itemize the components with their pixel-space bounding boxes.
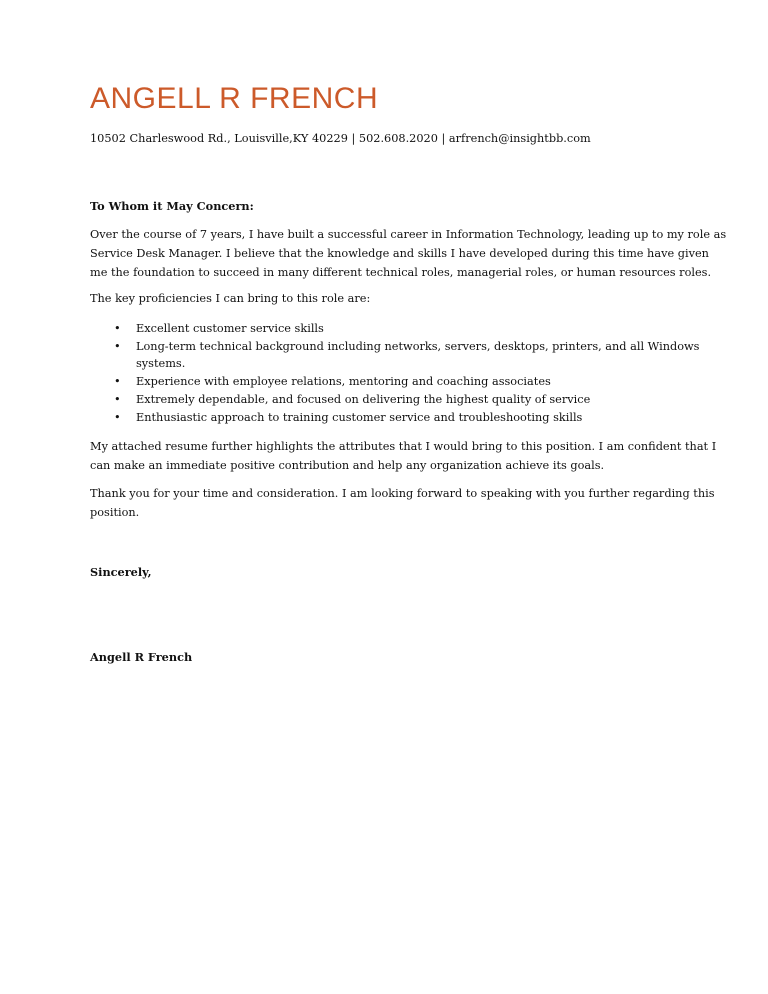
list-item-text: systems. <box>136 357 186 370</box>
paragraph-intro <box>90 225 727 282</box>
closing: Sincerely, <box>90 565 152 579</box>
paragraph-line: The key proficiencies I can bring to this role are: <box>90 292 371 305</box>
paragraph-thanks <box>90 484 715 522</box>
paragraph-proficiencies-intro <box>90 289 690 308</box>
bullet-icon: • <box>114 375 121 388</box>
signature-name: Angell R French <box>90 650 193 664</box>
list-item-text: Enthusiastic approach to training customer service and troubleshooting skills <box>136 411 583 424</box>
list-item <box>90 409 690 426</box>
bullet-icon: • <box>114 393 121 406</box>
list-item <box>90 320 690 337</box>
paragraph-line: Over the course of 7 years, I have built a successful career in Information Technology, leading up to my role as <box>90 228 727 241</box>
paragraph-line: Service Desk Manager. I believe that the knowledge and skills I have developed during this time have given <box>90 247 709 260</box>
bullet-icon: • <box>114 340 121 353</box>
proficiency-list <box>90 320 700 427</box>
salutation: To Whom it May Concern: <box>90 199 254 213</box>
list-item <box>90 373 690 390</box>
list-item-text: Long-term technical background including networks, servers, desktops, printers, and all Windows <box>136 340 700 353</box>
paragraph-line: Thank you for your time and consideration. I am looking forward to speaking with you further regarding this <box>90 487 715 500</box>
paragraph-line: can make an immediate positive contribution and help any organization achieve its goals. <box>90 459 605 472</box>
bullet-icon: • <box>114 411 121 424</box>
bullet-icon: • <box>114 322 121 335</box>
list-item-text: Experience with employee relations, mentoring and coaching associates <box>136 375 551 388</box>
list-item-text: Excellent customer service skills <box>136 322 324 335</box>
list-item <box>90 391 690 408</box>
list-item-text: Extremely dependable, and focused on delivering the highest quality of service <box>136 393 591 406</box>
contact-line: 10502 Charleswood Rd., Louisville,KY 40229 | 502.608.2020 | arfrench@insightbb.com <box>90 132 591 145</box>
applicant-name: ANGELL R FRENCH <box>90 82 379 115</box>
paragraph-line: My attached resume further highlights the attributes that I would bring to this position. I am confident that I <box>90 440 717 453</box>
paragraph-resume <box>90 437 717 475</box>
list-item <box>90 338 700 372</box>
paragraph-line: position. <box>90 506 140 519</box>
paragraph-line: me the foundation to succeed in many different technical roles, managerial roles, or human resources roles. <box>90 266 712 279</box>
